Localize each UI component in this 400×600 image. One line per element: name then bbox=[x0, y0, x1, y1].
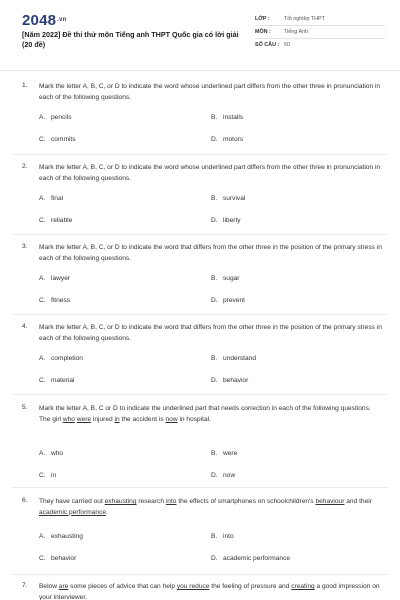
option-c[interactable]: C. commits bbox=[39, 136, 76, 143]
option-c[interactable]: C. reliable bbox=[39, 217, 73, 224]
question-divider bbox=[12, 234, 388, 235]
question-divider bbox=[12, 154, 388, 155]
question-text: Mark the letter A, B, C or D to indicate the underlined part that needs correction in each of the following questions. The girl who were injured in the accident is now in hospital. bbox=[39, 405, 371, 423]
question-divider bbox=[12, 394, 388, 395]
question-divider bbox=[12, 574, 388, 575]
question-divider bbox=[12, 487, 388, 488]
option-a[interactable]: A. final bbox=[39, 195, 64, 202]
option-a[interactable]: A. completion bbox=[39, 355, 83, 362]
meta-row-class: LỚP : Tốt nghiệp THPT bbox=[255, 14, 385, 26]
option-d[interactable]: D. academic performance bbox=[211, 555, 291, 562]
meta-row-count: SỐ CÂU : 50 bbox=[255, 42, 290, 48]
option-c[interactable]: C. in bbox=[39, 472, 57, 479]
header-divider bbox=[0, 70, 400, 71]
option-d[interactable]: D. liberty bbox=[211, 217, 241, 224]
option-d[interactable]: D. prevent bbox=[211, 297, 245, 304]
option-b[interactable]: B. understand bbox=[211, 355, 256, 362]
question-divider bbox=[12, 314, 388, 315]
question-text: Mark the letter A, B, C, or D to indicate the word that differs from the other three in the position of the primary stress in each of the following questions. bbox=[39, 324, 382, 342]
question-text: Below are some pieces of advice that can help you reduce the feeling of pressure and creating a good impression on your interviewer. bbox=[39, 583, 380, 600]
question-text: Mark the letter A, B, C, or D to indicate the word whose underlined part differs from the other three in pronunciation in each of the following questions. bbox=[39, 164, 381, 182]
option-a[interactable]: A. lawyer bbox=[39, 275, 71, 282]
error-sentence: The girl who were injured in the accident is now in hospital. bbox=[39, 415, 211, 423]
option-b[interactable]: B. were bbox=[211, 450, 238, 457]
document-header bbox=[0, 0, 400, 66]
option-d[interactable]: D. now bbox=[211, 472, 236, 479]
option-c[interactable]: C. behavior bbox=[39, 555, 77, 562]
option-a[interactable]: A. who bbox=[39, 450, 64, 457]
option-a[interactable]: A. pencils bbox=[39, 114, 72, 121]
question-text: Mark the letter A, B, C, or D to indicate the word that differs from the other three in the position of the primary stress in each of the following questions. bbox=[39, 244, 382, 262]
question-text: They have carried out exhausting research into the effects of smartphones on schoolchildren's behaviour and their academic performance. bbox=[39, 498, 372, 516]
option-c[interactable]: C. fitness bbox=[39, 297, 71, 304]
option-b[interactable]: B. sugar bbox=[211, 275, 240, 282]
option-a[interactable]: A. exhausting bbox=[39, 533, 83, 540]
option-b[interactable]: B. survival bbox=[211, 195, 246, 202]
option-d[interactable]: D. motors bbox=[211, 136, 244, 143]
option-d[interactable]: D. behavior bbox=[211, 377, 249, 384]
option-c[interactable]: C. material bbox=[39, 377, 75, 384]
option-b[interactable]: B. installs bbox=[211, 114, 244, 121]
question-text: Mark the letter A, B, C, or D to indicate the word whose underlined part differs from the other three in pronunciation in each of the following questions. bbox=[39, 83, 381, 101]
site-logo[interactable]: $2048^{.vn}$ bbox=[22, 12, 67, 29]
option-b[interactable]: B. into bbox=[211, 533, 234, 540]
document-title: [Năm 2022] Đề thi thử môn Tiếng anh THPT Quốc gia có lời giải (20 đề) bbox=[22, 30, 239, 49]
meta-row-subject: MÔN : Tiếng Anh bbox=[255, 27, 385, 39]
